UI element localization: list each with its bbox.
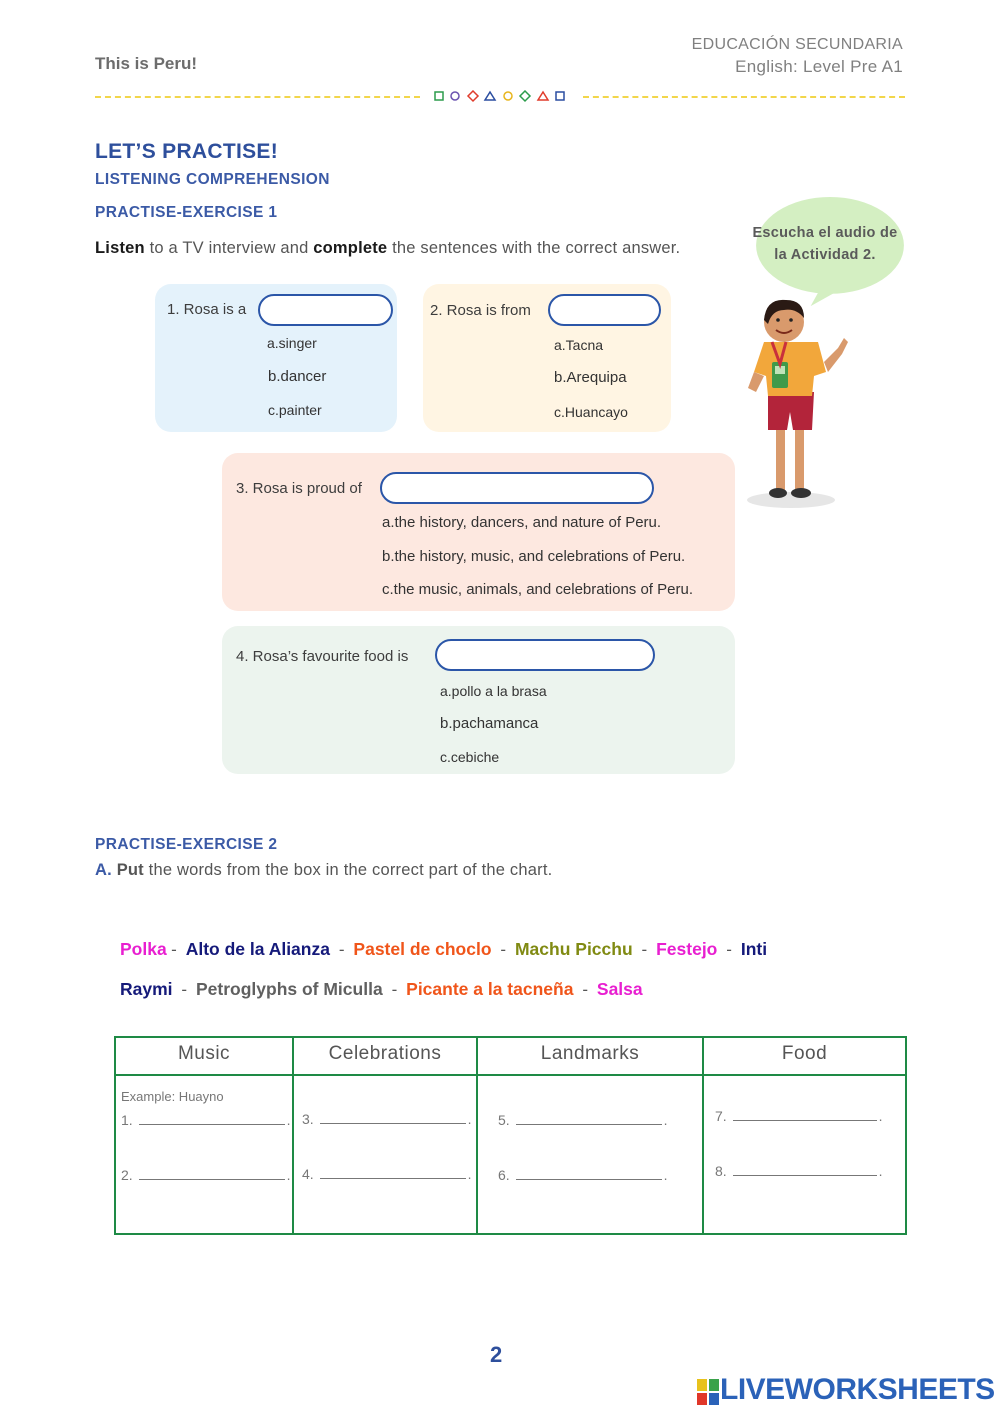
word-separator: - bbox=[641, 940, 648, 959]
word-separator: - bbox=[338, 940, 345, 959]
word-item[interactable]: Festejo bbox=[656, 939, 718, 959]
blank-number: 5. bbox=[498, 1112, 510, 1128]
word-separator: - bbox=[391, 980, 398, 999]
question-1-option-c: c.painter bbox=[268, 402, 322, 418]
question-1-prompt: 1. Rosa is a bbox=[167, 301, 247, 318]
word-bank-line-2 bbox=[120, 979, 643, 1000]
blank-number: 7. bbox=[715, 1108, 727, 1124]
word-item[interactable]: Raymi bbox=[120, 979, 173, 999]
header-divider-right bbox=[583, 96, 905, 98]
chart-blank-3: 3. . bbox=[302, 1111, 472, 1127]
category-chart bbox=[114, 1036, 907, 1235]
exercise-2-instructions bbox=[95, 861, 552, 880]
question-1-answer-input[interactable] bbox=[258, 294, 393, 326]
worksheet-title: This is Peru! bbox=[95, 54, 198, 73]
word-item[interactable]: Petroglyphs of Miculla bbox=[195, 979, 383, 999]
question-2-answer-input[interactable] bbox=[548, 294, 661, 326]
level-line-1: EDUCACIÓN SECUNDARIA bbox=[691, 36, 903, 53]
chart-blank-5: 5. . bbox=[498, 1112, 668, 1128]
chart-blank-4: 4. . bbox=[302, 1166, 472, 1182]
word-item[interactable]: Picante a la tacneña bbox=[406, 979, 574, 999]
question-3-option-a: a.the history, dancers, and nature of Peru. bbox=[382, 514, 662, 531]
blank-number: 4. bbox=[302, 1166, 314, 1182]
chart-header-landmarks: Landmarks bbox=[540, 1043, 640, 1064]
instr-verb-listen: Listen bbox=[95, 239, 145, 257]
word-item[interactable]: Polka bbox=[120, 939, 167, 959]
exercise-2-title: PRACTISE-EXERCISE 2 bbox=[95, 836, 278, 853]
question-1-option-a: a.singer bbox=[267, 335, 317, 351]
instr-text: to a TV interview and bbox=[144, 239, 314, 257]
blank-answer-field[interactable] bbox=[516, 1113, 662, 1125]
blank-number: 2. bbox=[121, 1167, 133, 1183]
section-title: LET’S PRACTISE! bbox=[95, 140, 279, 163]
question-4-box bbox=[222, 626, 735, 774]
question-3-box bbox=[222, 453, 735, 611]
question-2-prompt: 2. Rosa is from bbox=[430, 302, 531, 319]
blank-answer-field[interactable] bbox=[139, 1113, 285, 1125]
blank-answer-field[interactable] bbox=[733, 1164, 877, 1176]
chart-header-divider bbox=[114, 1074, 907, 1076]
instr-text: the words from the box in the correct part of the chart. bbox=[143, 861, 553, 879]
section-subtitle: LISTENING COMPREHENSION bbox=[95, 171, 330, 188]
chart-header-food: Food bbox=[781, 1043, 828, 1064]
blank-answer-field[interactable] bbox=[320, 1167, 466, 1179]
blank-answer-field[interactable] bbox=[733, 1109, 877, 1121]
blank-number: 1. bbox=[121, 1112, 133, 1128]
word-separator: - bbox=[181, 980, 188, 999]
word-separator: - bbox=[726, 940, 732, 959]
decorative-shapes-icon bbox=[433, 90, 568, 104]
instr-verb-put: Put bbox=[116, 861, 144, 879]
chart-blank-1: 1. . bbox=[121, 1112, 291, 1128]
chart-blank-7: 7. . bbox=[715, 1108, 883, 1124]
blank-answer-field[interactable] bbox=[320, 1112, 466, 1124]
instr-verb-complete: complete bbox=[313, 239, 388, 257]
word-item[interactable]: Machu Picchu bbox=[514, 939, 633, 959]
chart-column-divider bbox=[702, 1036, 704, 1235]
word-bank-line-1 bbox=[120, 939, 767, 960]
liveworksheets-logo-icon bbox=[697, 1379, 719, 1405]
chart-example: Example: Huayno bbox=[121, 1089, 224, 1104]
blank-answer-field[interactable] bbox=[516, 1168, 662, 1180]
chart-column-divider bbox=[292, 1036, 294, 1235]
chart-blank-2: 2. . bbox=[121, 1167, 291, 1183]
bubble-text: Escucha el audio de la Actividad 2. bbox=[752, 225, 898, 263]
word-item[interactable]: Salsa bbox=[596, 979, 643, 999]
exercise-1-instructions bbox=[95, 239, 680, 258]
word-separator: - bbox=[582, 980, 589, 999]
question-4-prompt: 4. Rosa’s favourite food is bbox=[236, 648, 409, 665]
chart-blank-6: 6. . bbox=[498, 1167, 668, 1183]
chart-header-music: Music bbox=[177, 1043, 231, 1064]
blank-number: 3. bbox=[302, 1111, 314, 1127]
header-divider-left bbox=[95, 96, 420, 98]
chart-column-divider bbox=[476, 1036, 478, 1235]
exercise-1-title: PRACTISE-EXERCISE 1 bbox=[95, 204, 278, 221]
page-number: 2 bbox=[490, 1342, 503, 1367]
student-character-illustration bbox=[738, 292, 858, 512]
question-3-answer-input[interactable] bbox=[380, 472, 654, 504]
word-item[interactable]: Alto de la Alianza bbox=[185, 939, 330, 959]
level-info bbox=[692, 34, 903, 78]
blank-number: 8. bbox=[715, 1163, 727, 1179]
question-4-option-c: c.cebiche bbox=[440, 749, 500, 765]
blank-answer-field[interactable] bbox=[139, 1168, 285, 1180]
chart-blank-8: 8. . bbox=[715, 1163, 883, 1179]
question-2-option-c: c.Huancayo bbox=[554, 404, 628, 420]
question-3-option-b: b.the history, music, and celebrations of Peru. bbox=[382, 548, 686, 565]
word-separator: - bbox=[500, 940, 507, 959]
question-4-option-b: b.pachamanca bbox=[440, 715, 539, 732]
word-item[interactable]: Inti bbox=[740, 939, 768, 959]
question-2-box bbox=[423, 284, 671, 432]
level-line-2: English: Level Pre A1 bbox=[735, 57, 903, 76]
question-1-box bbox=[155, 284, 397, 432]
liveworksheets-brand[interactable]: LIVEWORKSHEETS bbox=[720, 1373, 995, 1406]
instr-text-end: the sentences with the correct answer. bbox=[387, 239, 681, 257]
word-item[interactable]: Pastel de choclo bbox=[353, 939, 492, 959]
word-separator: - bbox=[171, 940, 177, 959]
instr-letter: A. bbox=[95, 861, 112, 879]
question-3-prompt: 3. Rosa is proud of bbox=[236, 480, 362, 497]
question-2-option-a: a.Tacna bbox=[554, 337, 604, 353]
question-2-option-b: b.Arequipa bbox=[554, 369, 627, 386]
question-1-option-b: b.dancer bbox=[268, 368, 327, 385]
chart-header-celebrations: Celebrations bbox=[328, 1043, 442, 1064]
question-4-option-a: a.pollo a la brasa bbox=[440, 683, 547, 699]
question-4-answer-input[interactable] bbox=[435, 639, 655, 671]
blank-number: 6. bbox=[498, 1167, 510, 1183]
question-3-option-c: c.the music, animals, and celebrations of Peru. bbox=[382, 581, 693, 598]
